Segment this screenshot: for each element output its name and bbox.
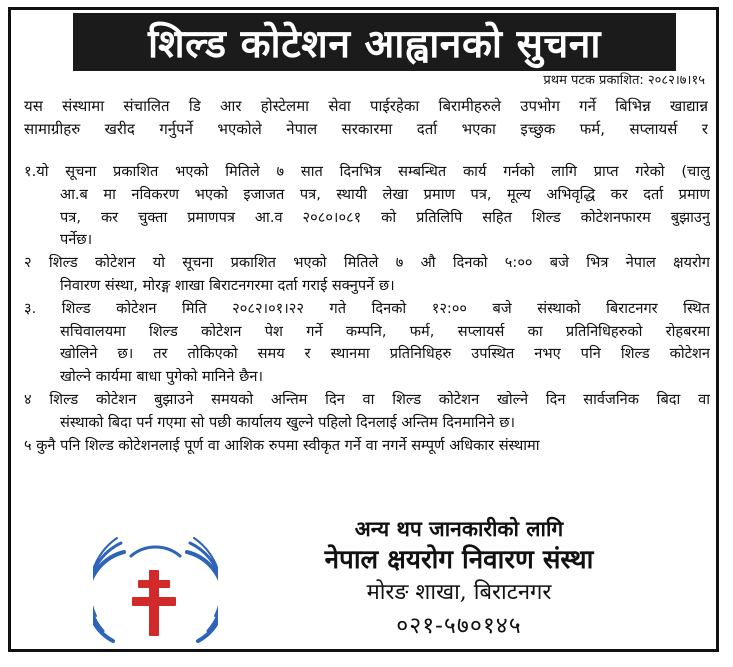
published-date: २०८२।७।१५ <box>647 73 705 88</box>
notice-title-bar <box>73 13 676 71</box>
notice-title: शिल्ड कोटेशन आह्वानको सुचना <box>148 21 601 67</box>
tb-association-logo <box>93 536 218 652</box>
published-label: प्रथम पटक प्रकाशित: <box>543 73 644 88</box>
notice-point-1 <box>24 161 710 252</box>
point-line: १.यो सूचना प्रकाशित भएको मितिले ७ सात दिनभित्र सम्बन्धित कार्य गर्नको लागि प्राप्त गरेको (चालु <box>24 163 710 180</box>
notice-points <box>24 161 710 457</box>
point-line: २ शिल्ड कोटेशन यो सूचना प्रकाशित भएको मितिले ७ औ दिनको ५:०० बजे भित्र नेपाल क्षयरोग <box>24 254 710 272</box>
point-line: ५ कुनै पनि शिल्ड कोटेशनलाई पूर्ण वा आशिक रुपमा स्वीकृत गर्ने वा नगर्ने सम्पूर्ण अधिकार संस्थामा <box>24 436 540 454</box>
point-line: सचिवालयमा शिल्ड कोटेशन पेश गर्ने कम्पनि, फर्म, सप्लायर्स का प्रतिनिधिहरुको रोहबरमा <box>60 322 710 340</box>
point-line: पर्नेछ। <box>60 231 93 249</box>
footer-organization: नेपाल क्षयरोग निवारण संस्था <box>324 545 594 575</box>
intro-paragraph <box>24 95 708 140</box>
footer-contact <box>249 515 669 643</box>
published-line <box>543 72 705 89</box>
intro-line: सामाग्रीहरु खरीद गर्नुपर्ने भएकोले नेपाल सरकारमा दर्ता भएका इच्छुक फर्म, सप्लायर्स र <box>24 119 708 138</box>
point-line: खोलिने छ। तर तोकिएको समय र स्थानमा प्रतिनिधिहरु उपस्थित नभए पनि शिल्ड कोटेशन <box>60 345 710 363</box>
notice-point-5 <box>24 435 710 458</box>
point-line: ३. शिल्ड कोटेशन मिति २०८२।०१।२२ गते दिनको १२:०० बजे संस्थाको बिराटनगर स्थित <box>24 299 710 317</box>
notice-frame <box>8 7 719 652</box>
point-line: निवारण संस्था, मोरङ्ग शाखा बिराटनगरमा दर्ता गराई सक्नुपर्ने छ। <box>60 276 395 294</box>
point-line: आ.ब मा नविकरण भएको इजाजत पत्र, स्थायी लेखा प्रमाण पत्र, मूल्य अभिवृद्धि कर दर्ता प्रमाण <box>60 185 710 203</box>
notice-point-3 <box>24 298 710 389</box>
footer-heading: अन्य थप जानकारीको लागि <box>354 517 564 541</box>
notice-point-2 <box>24 252 710 298</box>
notice-point-4 <box>24 389 710 435</box>
point-line: पत्र, कर चुक्ता प्रमाणपत्र आ.व २०८०।०८१ को प्रतिलिपि सहित शिल्ड कोटेशनफारम बुझाउनु <box>60 208 710 226</box>
footer-phone: ०२१-५७०१४५ <box>396 613 522 639</box>
point-line: खोल्ने कार्यमा बाधा पुगेको मानिने छैन। <box>60 368 263 386</box>
point-line: संस्थाको बिदा पर्न गएमा सो पछी कार्यालय खुल्ने पहिलो दिनलाई अन्तिम दिनमानिने छ। <box>60 413 516 431</box>
intro-line: यस संस्थामा संचालित डि आर होस्टेलमा सेवा पाईरहेका बिरामीहरुले उपभोग गर्ने बिभिन्न खाद्यान्न <box>24 97 708 115</box>
point-line: ४ शिल्ड कोटेशन बुझाउने समयको अन्तिम दिन वा शिल्ड कोटेशन खोल्ने दिन सार्वजनिक बिदा वा <box>24 390 710 408</box>
footer-branch: मोरङ शाखा, बिराटनगर <box>366 580 552 605</box>
double-cross-icon <box>93 536 218 652</box>
